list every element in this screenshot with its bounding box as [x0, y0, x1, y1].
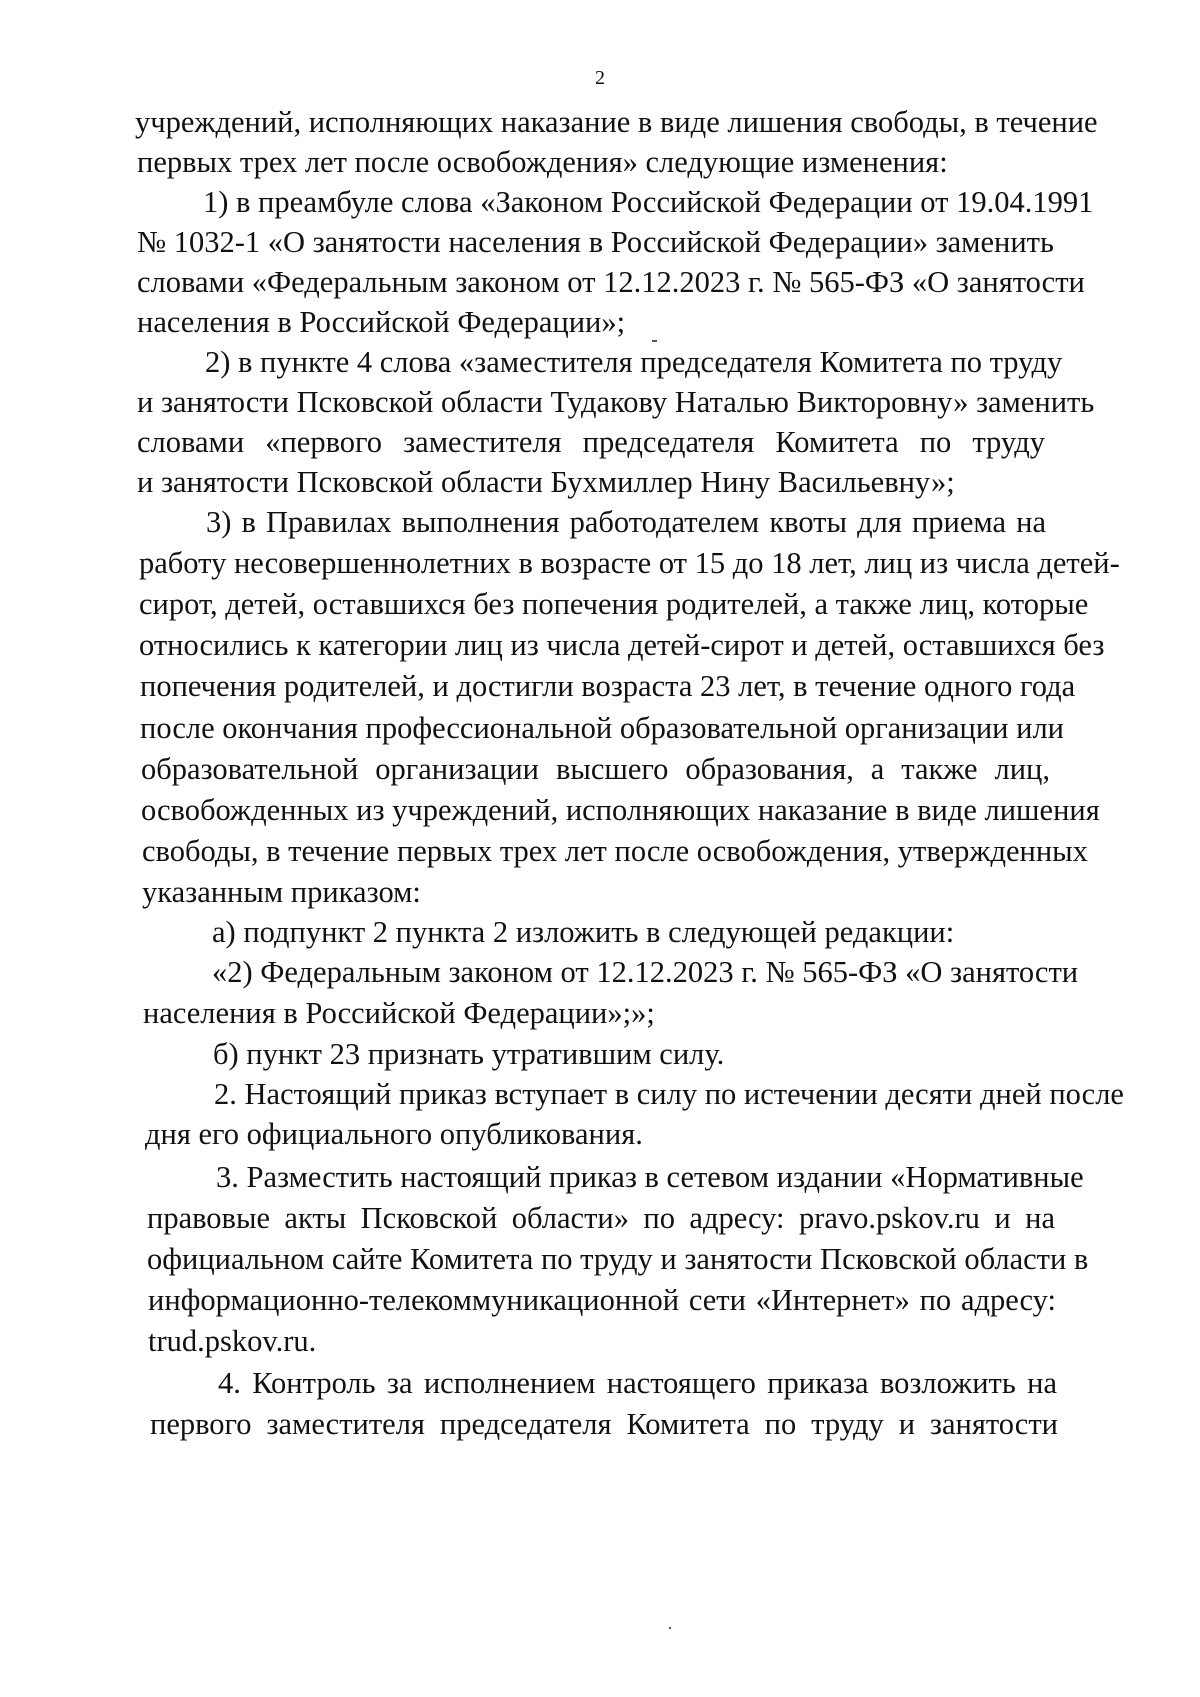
- text-line: словами «Федеральным законом от 12.12.2023 г. № 565-ФЗ «О занятости: [137, 265, 1085, 299]
- text-line: «2) Федеральным законом от 12.12.2023 г. № 565-ФЗ «О занятости: [212, 955, 1079, 989]
- page-number: 2: [595, 67, 605, 89]
- text-line: словами «первого заместителя председателя Комитета по труду: [137, 425, 1045, 459]
- scan-speck: [669, 1627, 671, 1629]
- scan-speck: [652, 340, 657, 342]
- text-line: б) пункт 23 признать утратившим силу.: [213, 1037, 725, 1071]
- text-line: населения в Российской Федерации»;»;: [143, 996, 655, 1030]
- text-line: первого заместителя председателя Комитета по труду и занятости: [150, 1407, 1058, 1441]
- text-line: образовательной организации высшего образования, а также лиц,: [141, 752, 1050, 786]
- text-line: 2) в пункте 4 слова «заместителя председателя Комитета по труду: [205, 345, 1063, 379]
- text-line: 2. Настоящий приказ вступает в силу по истечении десяти дней после: [214, 1077, 1124, 1111]
- text-line: 4. Контроль за исполнением настоящего приказа возложить на: [218, 1366, 1057, 1400]
- text-line: официальном сайте Комитета по труду и занятости Псковской области в: [147, 1242, 1089, 1276]
- text-line: дня его официального опубликования.: [145, 1117, 643, 1151]
- text-line: попечения родителей, и достигли возраста 23 лет, в течение одного года: [140, 669, 1076, 703]
- text-line: trud.pskov.ru.: [148, 1324, 317, 1358]
- text-line: и занятости Псковской области Бухмиллер Нину Васильевну»;: [137, 465, 955, 499]
- text-line: первых трех лет после освобождения» следующие изменения:: [137, 145, 948, 179]
- text-line: 3) в Правилах выполнения работодателем квоты для приема на: [206, 505, 1046, 539]
- text-line: относились к категории лиц из числа детей-сирот и детей, оставшихся без: [139, 628, 1105, 662]
- text-line: работу несовершеннолетних в возрасте от 15 до 18 лет, лиц из числа детей-: [139, 546, 1120, 580]
- text-line: освобожденных из учреждений, исполняющих наказание в виде лишения: [141, 793, 1100, 827]
- text-line: учреждений, исполняющих наказание в виде лишения свободы, в течение: [135, 105, 1098, 139]
- text-line: и занятости Псковской области Тудакову Наталью Викторовну» заменить: [137, 385, 1095, 419]
- text-line: сирот, детей, оставшихся без попечения родителей, а также лиц, которые: [139, 587, 1089, 621]
- text-line: правовые акты Псковской области» по адресу: pravo.pskov.ru и на: [147, 1201, 1055, 1235]
- text-line: после окончания профессиональной образовательной организации или: [140, 711, 1064, 745]
- text-line: 3. Разместить настоящий приказ в сетевом издании «Нормативные: [216, 1160, 1084, 1194]
- text-line: № 1032-1 «О занятости населения в Российской Федерации» заменить: [137, 225, 1054, 259]
- text-line: информационно-телекоммуникационной сети «Интернет» по адресу:: [148, 1283, 1056, 1317]
- text-line: а) подпункт 2 пункта 2 изложить в следующей редакции:: [212, 915, 955, 949]
- text-line: населения в Российской Федерации»;: [137, 305, 626, 339]
- text-line: 1) в преамбуле слова «Законом Российской Федерации от 19.04.1991: [203, 185, 1094, 219]
- text-line: указанным приказом:: [142, 875, 421, 909]
- text-line: свободы, в течение первых трех лет после освобождения, утвержденных: [142, 834, 1088, 868]
